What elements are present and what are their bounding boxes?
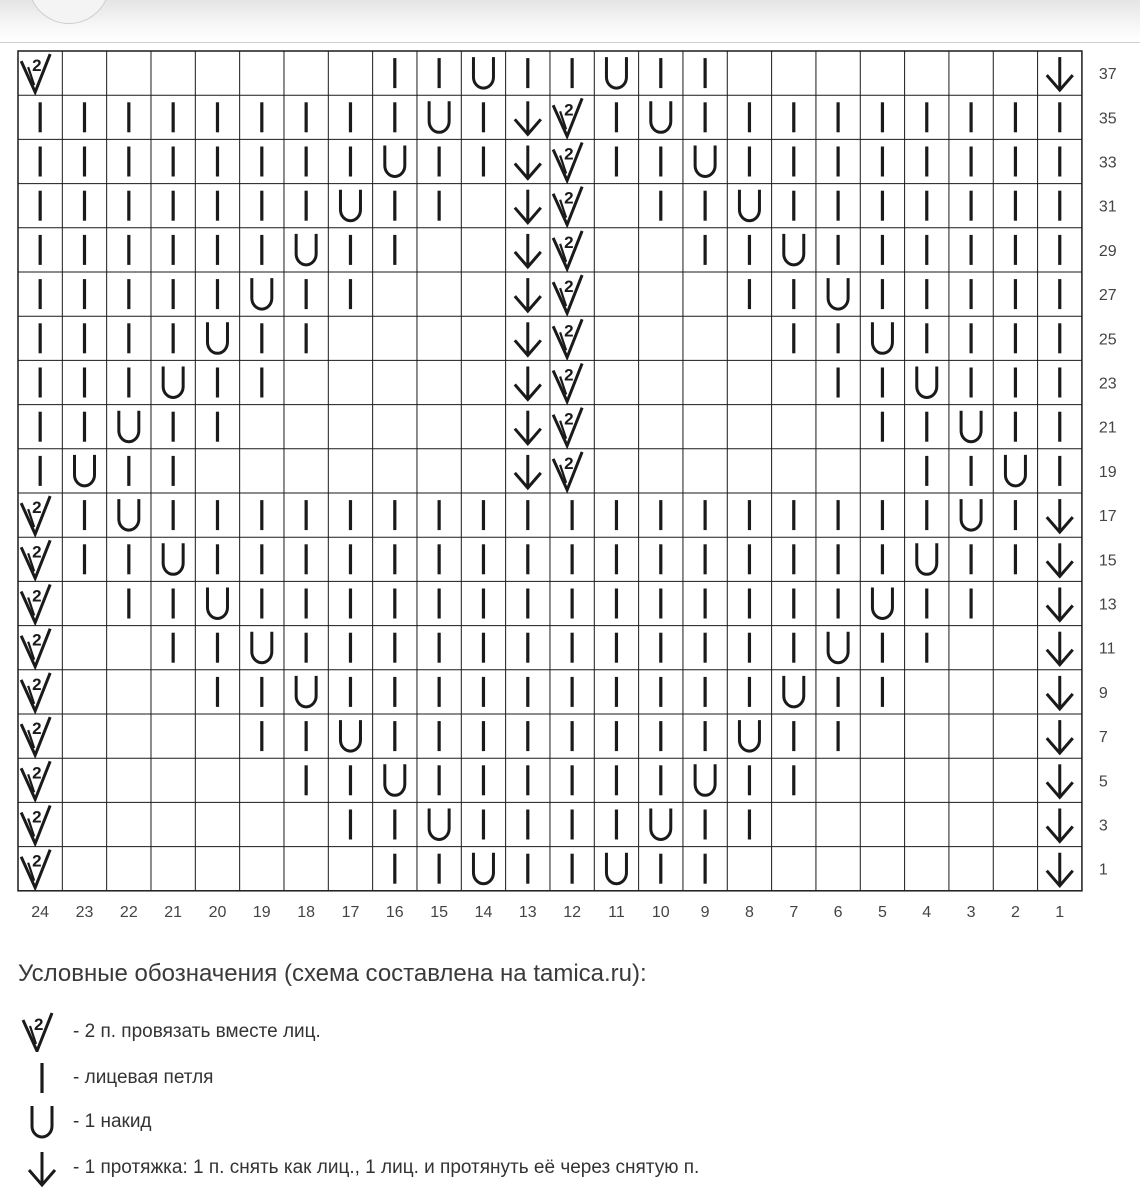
yarn-over-icon	[74, 455, 94, 486]
k2tog-icon	[21, 673, 50, 711]
legend-item	[15, 1102, 152, 1142]
sl1-k1-psso-icon	[1047, 588, 1073, 621]
svg-text:2: 2	[564, 100, 574, 120]
sl1-k1-psso-icon	[1047, 809, 1073, 842]
yarn-over-icon	[872, 322, 892, 353]
sl1-k1-psso-icon	[1047, 676, 1073, 709]
legend-item	[15, 1012, 321, 1052]
row-number-label: 5	[1098, 773, 1108, 791]
column-number-label: 8	[744, 904, 754, 921]
row-number-label: 31	[1098, 198, 1117, 216]
row-number-label: 17	[1098, 508, 1117, 526]
column-number-label: 20	[208, 904, 227, 921]
svg-text:2: 2	[564, 321, 574, 341]
yarn-over-icon	[606, 57, 626, 88]
yarn-over-icon	[828, 278, 848, 309]
knit-stitch-icon	[15, 1058, 69, 1098]
svg-text:2: 2	[32, 851, 42, 871]
yarn-over-icon	[429, 101, 449, 132]
yarn-over-icon	[739, 190, 759, 221]
column-number-label: 21	[164, 904, 183, 921]
svg-text:2: 2	[564, 232, 574, 252]
yarn-over-icon	[1005, 455, 1025, 486]
k2tog-icon	[553, 408, 582, 446]
yarn-over-icon	[429, 809, 449, 840]
column-number-label: 15	[430, 904, 449, 921]
sl1-k1-psso-icon	[515, 455, 541, 488]
column-number-label: 9	[700, 904, 710, 921]
sl1-k1-psso-icon	[515, 146, 541, 179]
yarn-over-icon	[651, 809, 671, 840]
svg-text:2: 2	[32, 586, 42, 606]
legend-text: - 2 п. провязать вместе лиц.	[73, 1021, 321, 1042]
sl1-k1-psso-icon	[515, 278, 541, 311]
row-number-label: 15	[1098, 552, 1117, 570]
column-number-label: 2	[1010, 904, 1020, 921]
column-number-label: 17	[341, 904, 360, 921]
column-number-label: 18	[297, 904, 316, 921]
row-number-label: 9	[1098, 684, 1108, 702]
yarn-over-icon	[163, 367, 183, 398]
svg-text:2: 2	[32, 56, 42, 76]
column-number-label: 3	[966, 904, 976, 921]
sl1-k1-psso-icon	[515, 190, 541, 223]
svg-text:2: 2	[32, 630, 42, 650]
k2tog-icon	[21, 806, 50, 844]
column-number-label: 10	[651, 904, 670, 921]
k2tog-icon	[21, 585, 50, 623]
k2tog-icon	[21, 54, 50, 92]
sl1-k1-psso-icon	[515, 322, 541, 355]
k2tog-icon	[21, 850, 50, 888]
k2tog-icon	[21, 540, 50, 578]
row-number-label: 19	[1098, 463, 1117, 481]
column-number-label: 11	[608, 904, 625, 921]
yarn-over-icon	[207, 322, 227, 353]
k2tog-icon	[553, 98, 582, 136]
column-number-label: 19	[252, 904, 271, 921]
k2tog-icon	[553, 275, 582, 313]
column-number-label: 4	[922, 904, 932, 921]
column-number-label: 5	[877, 904, 887, 921]
column-number-label: 7	[789, 904, 799, 921]
sl1-k1-psso-icon	[15, 1148, 69, 1188]
row-number-label: 25	[1098, 331, 1117, 349]
k2tog-icon	[21, 717, 50, 755]
svg-text:2: 2	[32, 719, 42, 739]
column-number-label: 16	[385, 904, 404, 921]
yarn-over-icon	[651, 101, 671, 132]
k2tog-icon	[553, 187, 582, 225]
yarn-over-icon	[961, 499, 981, 530]
row-number-label: 7	[1098, 729, 1108, 747]
column-number-label: 14	[474, 904, 493, 921]
svg-text:2: 2	[32, 542, 42, 562]
svg-text:2: 2	[32, 498, 42, 518]
svg-text:2: 2	[564, 144, 574, 164]
yarn-over-icon	[340, 720, 360, 751]
yarn-over-icon	[119, 499, 139, 530]
k2tog-icon	[553, 143, 582, 181]
sl1-k1-psso-icon	[1047, 499, 1073, 532]
yarn-over-icon	[473, 57, 493, 88]
column-number-label: 13	[518, 904, 537, 921]
sl1-k1-psso-icon	[1047, 720, 1073, 753]
sl1-k1-psso-icon	[1047, 543, 1073, 576]
yarn-over-icon	[828, 632, 848, 663]
sl1-k1-psso-icon	[1047, 853, 1073, 886]
svg-text:2: 2	[564, 453, 574, 473]
yarn-over-icon	[961, 411, 981, 442]
svg-text:2: 2	[32, 674, 42, 694]
row-number-label: 35	[1098, 110, 1117, 128]
svg-text:2: 2	[34, 1015, 44, 1034]
sl1-k1-psso-icon	[515, 411, 541, 444]
legend-title: Условные обозначения (схема составлена на tamica.ru):	[18, 960, 647, 987]
yarn-over-icon	[917, 367, 937, 398]
legend-item	[15, 1148, 699, 1188]
yarn-over-icon	[340, 190, 360, 221]
sl1-k1-psso-icon	[1047, 632, 1073, 665]
yarn-over-icon	[296, 234, 316, 265]
yarn-over-icon	[739, 720, 759, 751]
yarn-over-icon	[385, 146, 405, 177]
row-number-label: 1	[1098, 861, 1108, 879]
k2tog-icon	[553, 231, 582, 269]
yarn-over-icon	[695, 764, 715, 795]
row-number-label: 23	[1098, 375, 1117, 393]
column-number-label: 6	[833, 904, 843, 921]
sl1-k1-psso-icon	[515, 101, 541, 134]
legend-text: - лицевая петля	[73, 1067, 214, 1088]
row-number-label: 29	[1098, 242, 1117, 260]
yarn-over-icon	[163, 543, 183, 574]
yarn-over-icon	[473, 853, 493, 884]
row-number-label: 37	[1098, 66, 1117, 84]
row-number-label: 13	[1098, 596, 1117, 614]
sl1-k1-psso-icon	[515, 234, 541, 267]
row-number-label: 27	[1098, 287, 1117, 305]
k2tog-icon	[21, 496, 50, 534]
yarn-over-icon	[695, 146, 715, 177]
svg-text:2: 2	[564, 409, 574, 429]
k2tog-icon	[553, 319, 582, 357]
svg-text:2: 2	[32, 763, 42, 783]
yarn-over-icon	[917, 543, 937, 574]
row-number-label: 21	[1098, 419, 1117, 437]
sl1-k1-psso-icon	[1047, 57, 1073, 90]
yarn-over-icon	[606, 853, 626, 884]
column-number-label: 12	[563, 904, 582, 921]
yarn-over-icon	[385, 764, 405, 795]
row-number-label: 3	[1098, 817, 1108, 835]
yarn-over-icon	[784, 676, 804, 707]
yarn-over-icon	[784, 234, 804, 265]
svg-text:2: 2	[564, 277, 574, 297]
k2tog-icon	[21, 761, 50, 799]
column-number-label: 23	[75, 904, 94, 921]
column-number-label: 1	[1055, 904, 1065, 921]
sl1-k1-psso-icon	[515, 367, 541, 400]
row-number-label: 33	[1098, 154, 1117, 172]
yarn-over-icon	[872, 588, 892, 619]
svg-text:2: 2	[564, 365, 574, 385]
k2tog-icon	[553, 452, 582, 490]
yarn-over-icon	[15, 1102, 69, 1142]
row-number-label: 11	[1098, 640, 1116, 658]
legend-text: - 1 накид	[73, 1111, 152, 1132]
yarn-over-icon	[252, 632, 272, 663]
yarn-over-icon	[207, 588, 227, 619]
column-number-label: 24	[31, 904, 50, 921]
sl1-k1-psso-icon	[1047, 764, 1073, 797]
legend-item	[15, 1058, 213, 1098]
k2tog-icon	[553, 364, 582, 402]
yarn-over-icon	[296, 676, 316, 707]
column-number-label: 22	[119, 904, 138, 921]
svg-text:2: 2	[32, 807, 42, 827]
yarn-over-icon	[252, 278, 272, 309]
svg-text:2: 2	[564, 188, 574, 208]
legend-text: - 1 протяжка: 1 п. снять как лиц., 1 лиц. и протянуть её через снятую п.	[73, 1157, 700, 1178]
yarn-over-icon	[119, 411, 139, 442]
k2tog-icon	[21, 629, 50, 667]
k2tog-icon	[15, 1012, 69, 1052]
